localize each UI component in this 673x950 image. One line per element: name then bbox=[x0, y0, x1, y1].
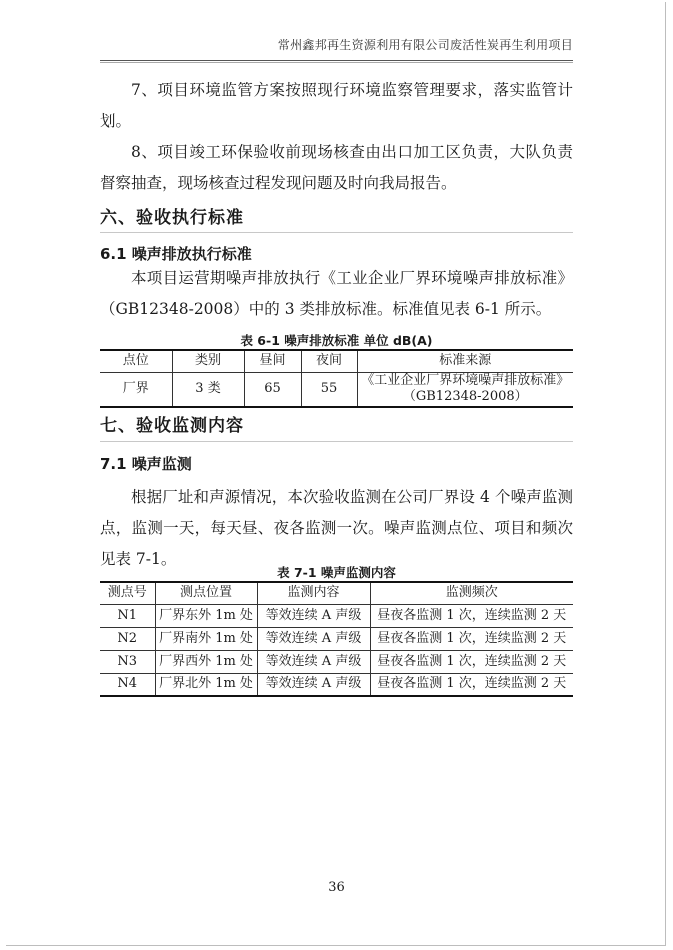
table-6-1-caption: 表 6-1 噪声排放标准 单位 dB(A) bbox=[240, 333, 433, 348]
table-header-row bbox=[100, 582, 573, 604]
table-header-cell: 监测内容 bbox=[257, 582, 370, 604]
table-cell: 厂界西外 1m 处 bbox=[155, 650, 257, 673]
table-row bbox=[100, 673, 573, 696]
table-cell: N1 bbox=[100, 604, 155, 627]
running-header: 常州鑫邦再生资源利用有限公司废活性炭再生利用项目 bbox=[277, 38, 573, 52]
header-rule-secondary bbox=[100, 62, 573, 63]
table-row bbox=[100, 650, 573, 673]
table-cell: 厂界 bbox=[100, 372, 172, 407]
table-cell: 55 bbox=[301, 372, 357, 407]
page-number: 36 bbox=[328, 880, 345, 895]
table-cell: 厂界北外 1m 处 bbox=[155, 673, 257, 696]
section-7-heading: 七、验收监测内容 bbox=[100, 416, 244, 436]
table-row bbox=[100, 372, 573, 407]
table-7-1-caption: 表 7-1 噪声监测内容 bbox=[277, 565, 396, 580]
paragraph-item-8: 8、项目竣工环保验收前现场核查由出口加工区负责，大队负责督察抽查，现场核查过程发现问题及时向我局报告。 bbox=[100, 143, 573, 192]
table-cell: 3 类 bbox=[172, 372, 244, 407]
table-cell: 《工业企业厂界环境噪声排放标准》（GB12348-2008） bbox=[357, 372, 573, 407]
table-header-cell: 标准来源 bbox=[357, 350, 573, 372]
table-cell: N4 bbox=[100, 673, 155, 696]
table-header-cell: 类别 bbox=[172, 350, 244, 372]
table-cell: 昼夜各监测 1 次，连续监测 2 天 bbox=[370, 627, 573, 650]
subsection-7-1-heading: 7.1 噪声监测 bbox=[100, 455, 192, 473]
table-header-cell: 点位 bbox=[100, 350, 172, 372]
table-7-1 bbox=[100, 581, 573, 697]
table-row bbox=[100, 604, 573, 627]
table-cell: 等效连续 A 声级 bbox=[257, 604, 370, 627]
paragraph-item-7: 7、项目环境监管方案按照现行环境监察管理要求，落实监管计划。 bbox=[100, 81, 573, 130]
table-header-cell: 夜间 bbox=[301, 350, 357, 372]
section-7-text: 根据厂址和声源情况，本次验收监测在公司厂界设 4 个噪声监测点，监测一天，每天昼、夜各监测一次。噪声监测点位、项目和频次见表 7-1。 bbox=[100, 488, 573, 568]
section-7-rule bbox=[100, 441, 573, 442]
table-cell: 昼夜各监测 1 次，连续监测 2 天 bbox=[370, 673, 573, 696]
table-cell: N3 bbox=[100, 650, 155, 673]
table-row bbox=[100, 627, 573, 650]
table-cell: 等效连续 A 声级 bbox=[257, 673, 370, 696]
table-cell: 昼夜各监测 1 次，连续监测 2 天 bbox=[370, 650, 573, 673]
table-cell: 厂界南外 1m 处 bbox=[155, 627, 257, 650]
table-header-cell: 昼间 bbox=[244, 350, 301, 372]
table-cell: 昼夜各监测 1 次，连续监测 2 天 bbox=[370, 604, 573, 627]
header-rule bbox=[100, 60, 573, 61]
section-6-rule bbox=[100, 232, 573, 233]
table-cell: 等效连续 A 声级 bbox=[257, 627, 370, 650]
subsection-6-1-heading: 6.1 噪声排放执行标准 bbox=[100, 245, 252, 263]
table-cell: 厂界东外 1m 处 bbox=[155, 604, 257, 627]
table-header-cell: 测点位置 bbox=[155, 582, 257, 604]
section-6-heading: 六、验收执行标准 bbox=[100, 208, 244, 228]
table-cell: 65 bbox=[244, 372, 301, 407]
table-cell: 等效连续 A 声级 bbox=[257, 650, 370, 673]
table-cell: N2 bbox=[100, 627, 155, 650]
table-6-1 bbox=[100, 349, 573, 408]
table-header-row bbox=[100, 350, 573, 372]
section-6-text: 本项目运营期噪声排放执行《工业企业厂界环境噪声排放标准》（GB12348-2008）中的 3 类排放标准。标准值见表 6-1 所示。 bbox=[100, 269, 573, 318]
table-header-cell: 测点号 bbox=[100, 582, 155, 604]
table-header-cell: 监测频次 bbox=[370, 582, 573, 604]
